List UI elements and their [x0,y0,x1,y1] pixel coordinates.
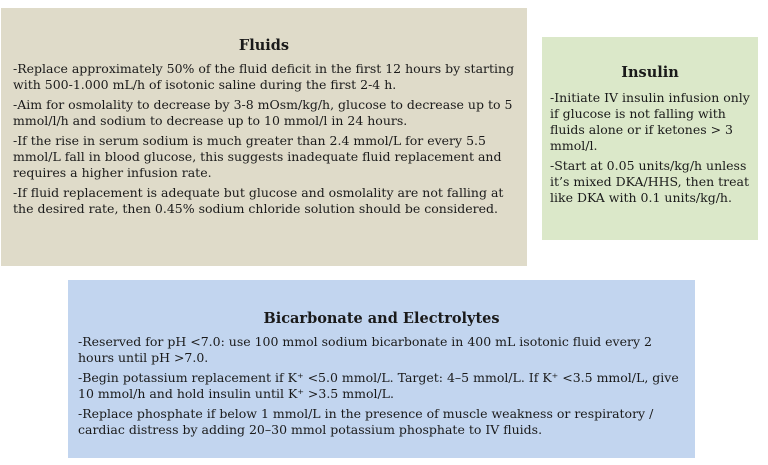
potassium-item: -Begin potassium replacement if K⁺ <5.0 mmol/L. Target: 4–5 mmol/L. If K⁺ <3.5 mmol/L, give 10 mmol/h and hold insulin until K⁺ >3.5 mmol/L. [78,370,679,401]
phosphate-item: -Replace phosphate if below 1 mmol/L in the presence of muscle weakness or respiratory / cardiac distress by adding 20–30 mmol potassium phosphate to IV fluids. [78,406,654,437]
fluids-item: -Aim for osmolality to decrease by 3-8 mOsm/kg/h, glucose to decrease up to 5 mmol/l/h and sodium to decrease up to 10 mmol/l in 24 hours. [13,97,513,128]
fluids-item: -If fluid replacement is adequate but glucose and osmolality are not falling at the desired rate, then 0.45% sodium chloride solution should be considered. [13,185,504,216]
insulin-item: -Start at 0.05 units/kg/h unless it’s mixed DKA/HHS, then treat like DKA with 0.1 units/kg/h. [550,158,749,205]
insulin-box [542,37,758,240]
bicarbonate-electrolytes-title: Bicarbonate and Electrolytes [263,310,500,327]
bicarbonate-electrolytes-box [68,280,695,458]
fluids-item: -If the rise in serum sodium is much greater than 2.4 mmol/L for every 5.5 mmol/L fall in blood glucose, this suggests inadequate fluid replacement and requires a higher infusion rate. [13,133,502,180]
insulin-item: -Initiate IV insulin infusion only if glucose is not falling with fluids alone or if ketones > 3 mmol/l. [550,90,750,153]
bicarbonate-item: -Reserved for pH <7.0: use 100 mmol sodium bicarbonate in 400 mL isotonic fluid every 2 hours until pH >7.0. [78,334,652,365]
insulin-title: Insulin [621,64,679,81]
fluids-box [1,8,527,266]
fluids-title: Fluids [238,37,290,54]
fluids-item: -Replace approximately 50% of the fluid deficit in the first 12 hours by starting with 500-1.000 mL/h of isotonic saline during the first 2-4 h. [13,61,515,92]
